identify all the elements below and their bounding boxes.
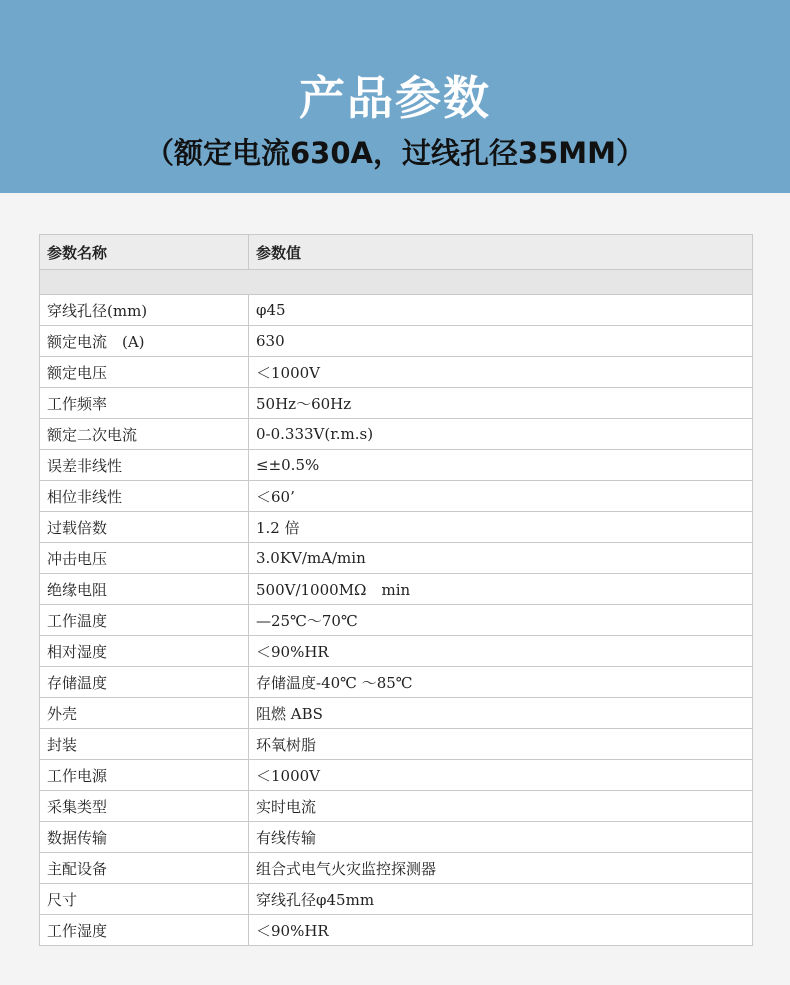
table-row bbox=[40, 791, 753, 822]
table-row bbox=[40, 822, 753, 853]
param-value-cell: 有线传输 bbox=[249, 822, 753, 853]
param-value-cell: φ45 bbox=[249, 295, 753, 326]
param-name-cell: 主配设备 bbox=[40, 853, 249, 884]
param-name-cell: 存储温度 bbox=[40, 667, 249, 698]
param-name-cell: 过载倍数 bbox=[40, 512, 249, 543]
blank-cell bbox=[40, 270, 753, 295]
param-name-cell: 工作湿度 bbox=[40, 915, 249, 946]
param-value-cell: 存储温度-40℃ ～85℃ bbox=[249, 667, 753, 698]
table-row bbox=[40, 419, 753, 450]
param-value-cell: ＜60’ bbox=[249, 481, 753, 512]
param-value-cell: 组合式电气火灾监控探测器 bbox=[249, 853, 753, 884]
table-row bbox=[40, 481, 753, 512]
param-name-cell: 额定电压 bbox=[40, 357, 249, 388]
param-name-cell: 冲击电压 bbox=[40, 543, 249, 574]
param-name-cell: 额定电流 (A) bbox=[40, 326, 249, 357]
table-row bbox=[40, 543, 753, 574]
table-row bbox=[40, 326, 753, 357]
param-value-cell: 0-0.333V(r.m.s) bbox=[249, 419, 753, 450]
spec-table bbox=[39, 234, 753, 946]
param-name-cell: 采集类型 bbox=[40, 791, 249, 822]
param-name-cell: 尺寸 bbox=[40, 884, 249, 915]
param-value-cell: ＜90%HR bbox=[249, 915, 753, 946]
param-name-cell: 相对湿度 bbox=[40, 636, 249, 667]
table-row bbox=[40, 760, 753, 791]
param-value-cell: 3.0KV/mA/min bbox=[249, 543, 753, 574]
param-value-cell: 50Hz～60Hz bbox=[249, 388, 753, 419]
table-row bbox=[40, 667, 753, 698]
table-row bbox=[40, 574, 753, 605]
param-value-cell: 阻燃 ABS bbox=[249, 698, 753, 729]
param-value-cell: ≤±0.5% bbox=[249, 450, 753, 481]
table-row bbox=[40, 605, 753, 636]
param-name-cell: 误差非线性 bbox=[40, 450, 249, 481]
param-name-cell: 工作电源 bbox=[40, 760, 249, 791]
param-value-cell: 1.2 倍 bbox=[249, 512, 753, 543]
param-value-cell: 穿线孔径φ45mm bbox=[249, 884, 753, 915]
table-row bbox=[40, 915, 753, 946]
table-row bbox=[40, 729, 753, 760]
param-value-cell: 630 bbox=[249, 326, 753, 357]
page-title: 产品参数 bbox=[299, 71, 491, 125]
param-value-cell: ＜1000V bbox=[249, 760, 753, 791]
table-row bbox=[40, 295, 753, 326]
param-name-cell: 封装 bbox=[40, 729, 249, 760]
param-value-cell: 环氧树脂 bbox=[249, 729, 753, 760]
blank-row bbox=[40, 270, 753, 295]
param-value-cell: ＜90%HR bbox=[249, 636, 753, 667]
header-param-value: 参数值 bbox=[249, 235, 753, 270]
table-row bbox=[40, 512, 753, 543]
header-banner bbox=[0, 0, 790, 193]
table-row bbox=[40, 884, 753, 915]
table-row bbox=[40, 853, 753, 884]
param-value-cell: —25℃～70℃ bbox=[249, 605, 753, 636]
param-name-cell: 额定二次电流 bbox=[40, 419, 249, 450]
param-name-cell: 外壳 bbox=[40, 698, 249, 729]
param-name-cell: 相位非线性 bbox=[40, 481, 249, 512]
table-header-row bbox=[40, 235, 753, 270]
param-name-cell: 穿线孔径(mm) bbox=[40, 295, 249, 326]
table-row bbox=[40, 357, 753, 388]
param-name-cell: 绝缘电阻 bbox=[40, 574, 249, 605]
param-name-cell: 工作温度 bbox=[40, 605, 249, 636]
param-value-cell: ＜1000V bbox=[249, 357, 753, 388]
table-row bbox=[40, 698, 753, 729]
table-row bbox=[40, 636, 753, 667]
param-name-cell: 工作频率 bbox=[40, 388, 249, 419]
table-row bbox=[40, 450, 753, 481]
param-value-cell: 500V/1000MΩ min bbox=[249, 574, 753, 605]
header-param-name: 参数名称 bbox=[40, 235, 249, 270]
param-value-cell: 实时电流 bbox=[249, 791, 753, 822]
page-subtitle: （额定电流630A，过线孔径35MM） bbox=[144, 136, 646, 170]
table-row bbox=[40, 388, 753, 419]
param-name-cell: 数据传输 bbox=[40, 822, 249, 853]
spec-table-container bbox=[39, 234, 753, 946]
